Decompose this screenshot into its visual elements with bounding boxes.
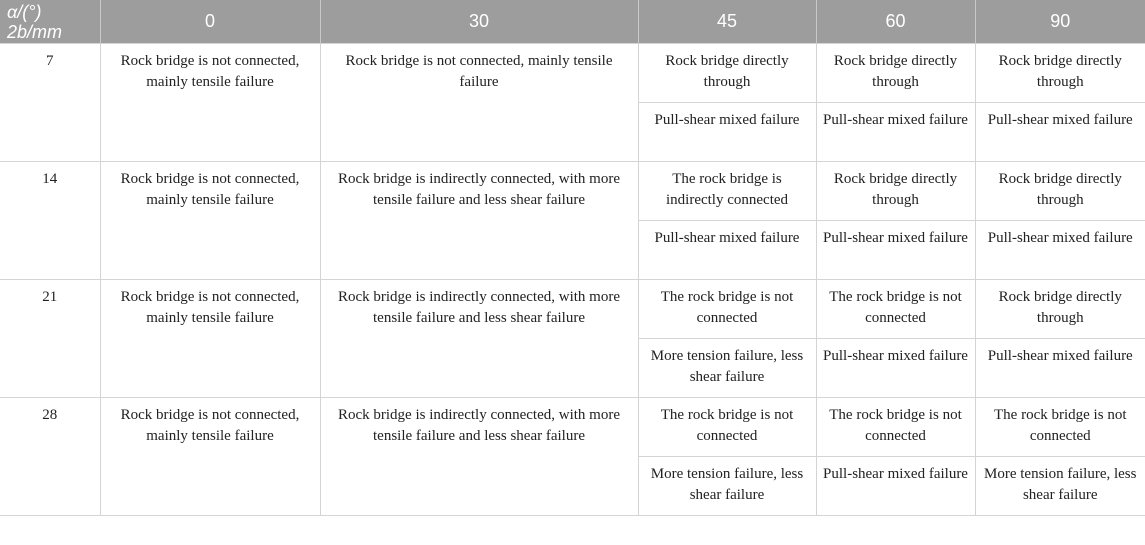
cell-angle-60-bottom: Pull-shear mixed failure xyxy=(816,221,975,280)
cell-angle-45-bottom: Pull-shear mixed failure xyxy=(638,221,816,280)
spacing-cell: 21 xyxy=(0,280,100,398)
cell-angle-45-top: The rock bridge is not connected xyxy=(638,280,816,339)
cell-angle-30: Rock bridge is indirectly connected, with more tensile failure and less shear failure xyxy=(320,398,638,516)
table-row xyxy=(0,162,1145,221)
cell-angle-90-bottom: Pull-shear mixed failure xyxy=(975,339,1145,398)
cell-angle-45-top: The rock bridge is not connected xyxy=(638,398,816,457)
cell-angle-60-bottom: Pull-shear mixed failure xyxy=(816,457,975,516)
cell-angle-90-bottom: Pull-shear mixed failure xyxy=(975,103,1145,162)
alpha-label: α/(°) xyxy=(7,1,42,22)
cell-angle-45-top: The rock bridge is indirectly connected xyxy=(638,162,816,221)
angle-header-45: 45 xyxy=(638,0,816,44)
cell-angle-45-top: Rock bridge directly through xyxy=(638,44,816,103)
cell-angle-90-bottom: More tension failure, less shear failure xyxy=(975,457,1145,516)
header-row xyxy=(0,0,1145,44)
cell-angle-90-bottom: Pull-shear mixed failure xyxy=(975,221,1145,280)
cell-angle-0: Rock bridge is not connected, mainly tensile failure xyxy=(100,44,320,162)
cell-angle-60-top: The rock bridge is not connected xyxy=(816,280,975,339)
cell-angle-90-top: Rock bridge directly through xyxy=(975,162,1145,221)
table-row xyxy=(0,398,1145,457)
angle-header-60: 60 xyxy=(816,0,975,44)
angle-header-90: 90 xyxy=(975,0,1145,44)
spacing-cell: 28 xyxy=(0,398,100,516)
angle-header-0: 0 xyxy=(100,0,320,44)
cell-angle-0: Rock bridge is not connected, mainly tensile failure xyxy=(100,398,320,516)
cell-angle-0: Rock bridge is not connected, mainly tensile failure xyxy=(100,162,320,280)
cell-angle-45-bottom: More tension failure, less shear failure xyxy=(638,339,816,398)
cell-angle-90-top: The rock bridge is not connected xyxy=(975,398,1145,457)
spacing-cell: 14 xyxy=(0,162,100,280)
cell-angle-90-top: Rock bridge directly through xyxy=(975,280,1145,339)
cell-angle-0: Rock bridge is not connected, mainly tensile failure xyxy=(100,280,320,398)
spacing-label: 2b/mm xyxy=(7,21,63,42)
cell-angle-60-top: The rock bridge is not connected xyxy=(816,398,975,457)
cell-angle-60-bottom: Pull-shear mixed failure xyxy=(816,103,975,162)
cell-angle-30: Rock bridge is not connected, mainly tensile failure xyxy=(320,44,638,162)
angle-header-30: 30 xyxy=(320,0,638,44)
cell-angle-30: Rock bridge is indirectly connected, with more tensile failure and less shear failure xyxy=(320,162,638,280)
cell-angle-60-bottom: Pull-shear mixed failure xyxy=(816,339,975,398)
corner-header xyxy=(0,0,100,44)
cell-angle-30: Rock bridge is indirectly connected, with more tensile failure and less shear failure xyxy=(320,280,638,398)
cell-angle-45-bottom: Pull-shear mixed failure xyxy=(638,103,816,162)
spacing-cell: 7 xyxy=(0,44,100,162)
cell-angle-45-bottom: More tension failure, less shear failure xyxy=(638,457,816,516)
cell-angle-60-top: Rock bridge directly through xyxy=(816,162,975,221)
cell-angle-90-top: Rock bridge directly through xyxy=(975,44,1145,103)
cell-angle-60-top: Rock bridge directly through xyxy=(816,44,975,103)
table-row xyxy=(0,280,1145,339)
table-row xyxy=(0,44,1145,103)
